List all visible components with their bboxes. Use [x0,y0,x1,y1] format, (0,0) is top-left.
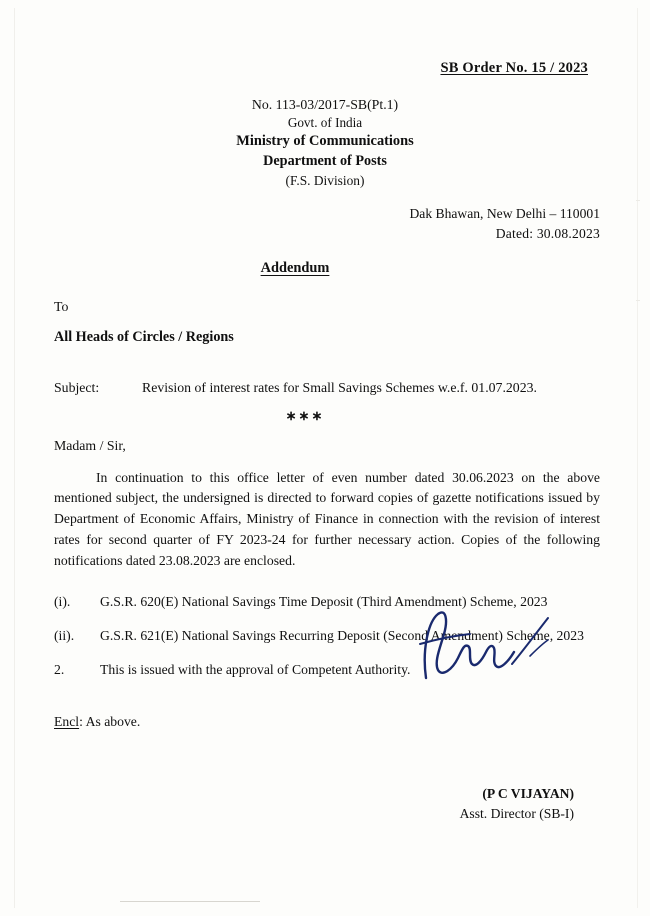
division-line: (F.S. Division) [285,172,365,188]
list-item-text: G.S.R. 621(E) National Savings Recurring Deposit (Second Amendment) Scheme, 2023 [100,627,584,643]
body-paragraph: In continuation to this office letter of even number dated 30.06.2023 on the above mentioned subject, the undersigned is directed to forward copies of gazette notifications issued by Department of Economic Affairs, Ministry of Finance in connection with the revision of interest rates for second quarter of FY 2023-24 for further necessary action. Copies of the following notifications dated 23.08.2023 are enclosed. [54,469,600,568]
letter-body [40,60,610,825]
signatory-designation: Asst. Director (SB-I) [459,806,574,822]
enclosure-note [54,714,610,730]
salutation: Madam / Sir, [54,437,126,453]
addressee: All Heads of Circles / Regions [54,328,234,345]
clause-two-number: 2. [54,661,65,677]
document-title [0,260,610,277]
page-edge-mark [636,200,640,201]
department-line: Department of Posts [263,153,387,170]
to-label: To [54,298,69,314]
subject-text: Revision of interest rates for Small Savings Schemes w.e.f. 01.07.2023. [142,379,537,395]
order-number-text: SB Order No. 15 / 2023 [440,60,588,76]
list-item [54,594,610,610]
address-block [40,204,610,243]
page-edge-mark [636,300,640,301]
list-item-marker: (i). [54,593,71,609]
document-title-text: Addendum [260,259,330,276]
enclosure-note-text: : As above. [79,713,141,729]
government-line: Govt. of India [287,115,363,131]
ministry-line: Ministry of Communications [236,133,414,150]
list-item [54,628,610,644]
clause-two-text: This is issued with the approval of Competent Authority. [100,661,411,677]
file-number: No. 113-03/2017-SB(Pt.1) [251,97,399,112]
list-item-marker: (ii). [54,627,75,643]
letterhead [40,95,610,190]
address-line: Dak Bhawan, New Delhi – 110001 [409,206,600,222]
separator-asterisks: ∗∗∗ [285,407,325,423]
clause-two [54,662,610,678]
list-item-text: G.S.R. 620(E) National Savings Time Deposit (Third Amendment) Scheme, 2023 [100,593,548,609]
subject-label: Subject: [54,379,100,395]
enclosure-list [54,594,610,644]
dated-line: Dated: 30.08.2023 [495,225,600,241]
signatory-name: (P C VIJAYAN) [482,785,574,801]
signature-block [40,784,610,825]
subject-row [54,380,610,396]
footer-rule [120,901,260,902]
order-number [40,60,610,77]
enclosure-note-label: Encl [54,713,80,729]
